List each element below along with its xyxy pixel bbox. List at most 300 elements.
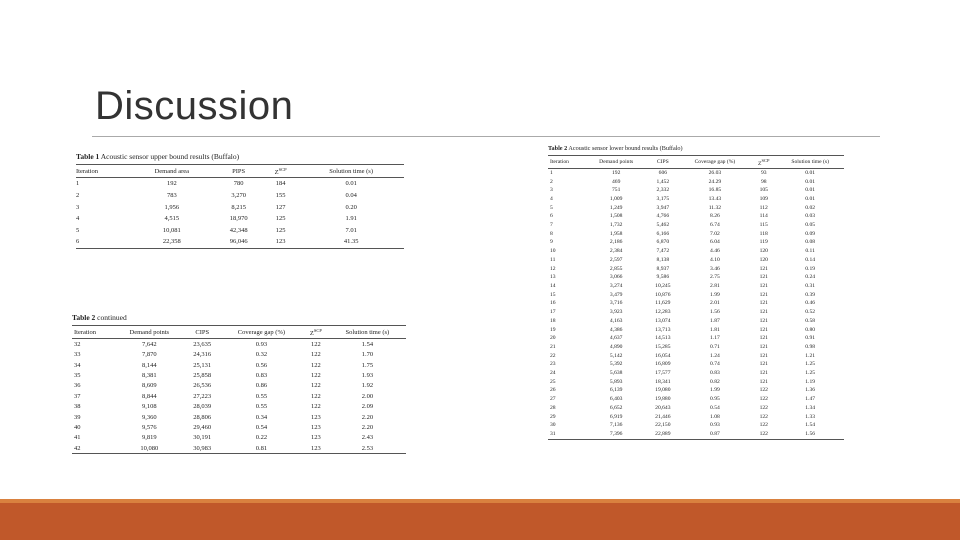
table-cell: 14,513 — [655, 335, 671, 342]
table-cell: 4,386 — [609, 326, 623, 333]
table-cell: 0.03 — [805, 213, 816, 220]
table-cell: 6.04 — [710, 239, 720, 246]
table-row — [548, 308, 844, 317]
table-cell: 1.99 — [710, 387, 720, 394]
table-row — [548, 334, 844, 343]
table-cell: 5,142 — [609, 352, 623, 359]
table-cell: 0.04 — [345, 192, 357, 200]
table-cell: 35 — [74, 372, 81, 380]
table-cell: 1,452 — [656, 178, 670, 185]
table-cell: 112 — [759, 204, 768, 211]
table-cell: 122 — [759, 413, 768, 420]
table-cell: 1 — [550, 169, 553, 176]
table-cell: 1,009 — [609, 195, 623, 202]
header-row — [72, 326, 406, 339]
table-row — [548, 395, 844, 404]
table-cell: 24.29 — [708, 178, 722, 185]
table-cell: 18,970 — [229, 215, 248, 223]
table-cell: 114 — [759, 213, 768, 220]
table-row — [72, 433, 406, 443]
table-cell: 0.39 — [805, 291, 816, 298]
table-cell: 9,360 — [142, 413, 157, 421]
table-cell: 16,054 — [655, 352, 671, 359]
table-cell: 22,889 — [647, 430, 679, 439]
header-row — [548, 156, 844, 169]
table-cell: 5,638 — [609, 370, 623, 377]
table-cell: 0.58 — [805, 317, 816, 324]
table-caption: Table 2 continued — [72, 313, 127, 322]
table-row — [72, 370, 406, 380]
table-row — [548, 369, 844, 378]
table-cell: 606 — [658, 169, 668, 176]
table-cell: 16.85 — [708, 187, 722, 194]
table-cell: 0.19 — [805, 265, 816, 272]
table-cell: 0.54 — [710, 404, 720, 411]
table-cell: 8,609 — [142, 382, 157, 390]
table-cell: 0.01 — [345, 180, 357, 188]
table-cell: 4,163 — [609, 317, 623, 324]
table-row — [548, 256, 844, 265]
table-cell: 6,870 — [656, 239, 670, 246]
table-cell: 5 — [550, 204, 553, 211]
table-cell: 33 — [74, 351, 81, 359]
table-cell: 8,381 — [142, 372, 157, 380]
table-cell: 0.02 — [805, 204, 816, 211]
table-cell: 0.56 — [255, 361, 268, 369]
table-cell: 10,081 — [162, 226, 181, 234]
table-cell: 780 — [233, 180, 244, 188]
table-cell: 2.81 — [710, 283, 720, 289]
column-header: Demand area — [129, 165, 214, 178]
table-cell: 1.08 — [710, 413, 720, 420]
table-cell: 12,283 — [655, 309, 671, 316]
table-cell: 122 — [310, 351, 321, 359]
table-cell: 125 — [275, 226, 286, 234]
column-header: CIPS — [185, 326, 220, 339]
table-cell: 18 — [550, 317, 556, 324]
table-cell: 10,245 — [655, 283, 671, 289]
table-cell: 6 — [76, 236, 129, 248]
table-cell: 28,806 — [193, 413, 212, 421]
table-body — [72, 339, 406, 454]
table-cell: 2.01 — [710, 300, 720, 307]
table-cell: 0.54 — [255, 423, 268, 431]
table-row — [548, 178, 844, 187]
table-cell: 30,983 — [185, 443, 220, 454]
table-cell: 23,635 — [193, 340, 212, 348]
column-header: Iteration — [72, 326, 114, 339]
header-row — [76, 165, 404, 178]
table-cell: 0.24 — [805, 274, 816, 281]
table-cell: 122 — [310, 382, 321, 390]
table-cell: 122 — [759, 404, 768, 411]
column-header: $Z^{SCP}$ — [263, 165, 298, 178]
slide-title: Discussion — [95, 84, 294, 128]
table-cell: 4,890 — [609, 343, 623, 350]
table-cell: 0.93 — [255, 340, 268, 348]
table-cell: 98 — [760, 178, 767, 185]
table-cell: 29 — [550, 413, 556, 420]
column-header: CIPS — [647, 156, 679, 169]
table-cell: 8,844 — [142, 392, 157, 400]
table-cell: 38 — [74, 403, 81, 411]
table-cell: 122 — [310, 361, 321, 369]
table-cell: 1.56 — [710, 309, 720, 316]
table-cell: 1.36 — [805, 387, 816, 394]
table-cell: 121 — [759, 335, 768, 342]
table-cell: 9,586 — [656, 274, 670, 281]
table-cell: 0.86 — [255, 382, 268, 390]
title-rule — [92, 136, 880, 137]
table-cell: 3,947 — [656, 204, 670, 211]
table-cell: 22 — [550, 352, 556, 359]
table-cell: 7,870 — [142, 351, 157, 359]
table-cell: 6,166 — [656, 230, 670, 237]
table-cell: 42,348 — [229, 226, 248, 234]
table-row — [548, 186, 844, 195]
table-cell: 2.20 — [361, 423, 374, 431]
table-cell: 3,716 — [609, 300, 623, 307]
table-row — [548, 386, 844, 395]
table-row — [72, 350, 406, 360]
table-cell: 1.19 — [805, 378, 816, 385]
table-cell: 6.74 — [710, 222, 720, 229]
table-cell: 1.87 — [710, 317, 720, 324]
table-cell: 1.33 — [805, 413, 816, 420]
table-cell: 19 — [550, 326, 556, 333]
table-cell: 0.74 — [710, 361, 720, 368]
table-body — [548, 168, 844, 439]
table-cell: 2,384 — [609, 248, 623, 255]
column-header: $Z^{SCP}$ — [751, 156, 776, 169]
table-cell: 13,074 — [655, 317, 671, 324]
table-cell: 7 — [550, 222, 553, 229]
column-header: Coverage gap (%) — [679, 156, 752, 169]
table-cell: 4,766 — [656, 213, 670, 220]
table-cell: 41.35 — [298, 236, 404, 248]
table-cell: 121 — [759, 300, 768, 307]
table-cell: 0.55 — [255, 392, 268, 400]
table-cell: 30 — [550, 422, 556, 429]
table-cell: 123 — [310, 434, 321, 442]
table-cell: 7,396 — [585, 430, 647, 439]
table-cell: 20 — [550, 335, 556, 342]
table-cell: 2,332 — [656, 187, 670, 194]
table-cell: 1.81 — [710, 326, 720, 333]
table-cell: 3,270 — [231, 192, 246, 200]
table-row — [548, 317, 844, 326]
table-row — [548, 291, 844, 300]
table-lower-bound-continued — [72, 325, 406, 454]
table-cell: 3,274 — [609, 283, 623, 289]
table-cell: 1.93 — [361, 372, 374, 380]
table-lower-bound — [548, 155, 844, 440]
table-row — [76, 201, 404, 213]
table-cell: 30,191 — [193, 434, 212, 442]
table-cell: 8,144 — [142, 361, 157, 369]
table-row — [72, 443, 406, 454]
table-cell: 118 — [759, 230, 768, 237]
table-cell: 155 — [275, 192, 286, 200]
table-cell: 1.47 — [805, 396, 816, 403]
column-header: Coverage gap (%) — [220, 326, 303, 339]
table-cell: 3,923 — [609, 309, 623, 316]
table-cell: 109 — [759, 195, 768, 202]
table-cell: 0.22 — [255, 434, 268, 442]
table-caption: Table 2 Acoustic sensor lower bound results (Buffalo) — [548, 145, 683, 152]
table-cell: 2,597 — [609, 256, 623, 263]
table-cell: 4,637 — [609, 335, 623, 342]
table-row — [548, 273, 844, 282]
table-cell: 3,175 — [656, 195, 670, 202]
table-cell: 19,880 — [655, 396, 671, 403]
table-cell: 2,186 — [609, 239, 623, 246]
table-cell: 7,642 — [142, 340, 157, 348]
table-cell: 1.75 — [361, 361, 374, 369]
table-cell: 7,136 — [609, 422, 623, 429]
table-cell: 9,819 — [142, 434, 157, 442]
table-cell: 0.95 — [710, 396, 720, 403]
table-cell: 0.91 — [805, 335, 816, 342]
table-cell: 121 — [759, 352, 768, 359]
table-cell: 10,876 — [655, 291, 671, 298]
table-cell: 0.98 — [805, 343, 816, 350]
column-header: Solution time (s) — [329, 326, 406, 339]
table-cell: 5 — [76, 226, 80, 234]
table-cell: 0.01 — [805, 178, 816, 185]
footer-bar — [0, 503, 960, 540]
table-head — [548, 156, 844, 169]
table-cell: 3 — [76, 203, 80, 211]
table-cell: 1.92 — [361, 382, 374, 390]
table-cell: 783 — [166, 192, 177, 200]
table-cell: 14 — [550, 283, 556, 289]
table-cell: 22,358 — [129, 236, 214, 248]
table-cell: 4,515 — [164, 215, 180, 223]
table-cell: 9,108 — [142, 403, 157, 411]
table-cell: 12 — [550, 265, 556, 272]
table-row — [548, 343, 844, 352]
table-row — [548, 404, 844, 413]
table-cell: 4 — [76, 215, 80, 223]
table-cell: 5,462 — [656, 222, 670, 229]
table-row — [72, 360, 406, 370]
table-cell: 115 — [759, 222, 768, 229]
table-cell: 105 — [759, 187, 768, 194]
table-cell: 192 — [612, 169, 621, 176]
table-cell: 751 — [612, 187, 621, 194]
table-row — [76, 190, 404, 202]
table-row — [548, 204, 844, 213]
table-cell: 0.08 — [805, 239, 816, 246]
table-cell: 1.24 — [710, 352, 720, 359]
table-cell: 2.75 — [710, 274, 720, 281]
table-cell: 0.20 — [345, 203, 357, 211]
table-cell: 96,046 — [214, 236, 262, 248]
table-cell: 25 — [550, 378, 556, 385]
table-cell: 7,472 — [656, 248, 670, 255]
table-cell: 2.43 — [361, 434, 374, 442]
table-cell: 40 — [74, 423, 81, 431]
table-cell: 2 — [550, 178, 553, 185]
table-cell: 0.83 — [710, 370, 720, 377]
table-cell: 8,138 — [656, 256, 670, 263]
table-2-continued — [72, 313, 406, 454]
table-cell: 25,858 — [193, 372, 212, 380]
table-row — [548, 238, 844, 247]
table-row — [76, 213, 404, 225]
table-cell: 0.05 — [805, 222, 816, 229]
table-cell: 0.01 — [805, 187, 816, 194]
table-cell: 2 — [76, 192, 80, 200]
table-cell: 121 — [759, 265, 768, 272]
table-cell: 0.14 — [805, 256, 816, 263]
table-cell: 1.25 — [805, 370, 816, 377]
table-cell: 122 — [759, 387, 768, 394]
table-cell: 122 — [759, 396, 768, 403]
table-row — [72, 412, 406, 422]
table-cell: 34 — [74, 361, 81, 369]
table-cell: 0.01 — [805, 169, 816, 176]
table-cell: 17,577 — [655, 370, 671, 377]
table-cell: 0.80 — [805, 326, 816, 333]
table-cell: 21,446 — [655, 413, 671, 420]
table-1 — [76, 152, 404, 249]
table-cell: 6,403 — [609, 396, 623, 403]
table-cell: 123 — [310, 413, 321, 421]
table-row — [72, 381, 406, 391]
table-cell: 11 — [550, 256, 556, 263]
table-cell: 122 — [310, 372, 321, 380]
table-cell: 9,576 — [142, 423, 157, 431]
table-cell: 0.11 — [805, 248, 815, 255]
table-cell: 120 — [759, 248, 768, 255]
table-cell: 23 — [550, 361, 556, 368]
table-cell: 0.71 — [710, 343, 720, 350]
table-cell: 121 — [759, 283, 768, 289]
table-cell: 6,139 — [609, 387, 623, 394]
table-cell: 0.31 — [805, 283, 816, 289]
table-row — [76, 178, 404, 190]
table-cell: 1.25 — [805, 361, 816, 368]
table-cell: 2.00 — [361, 392, 374, 400]
table-cell: 0.01 — [805, 195, 816, 202]
table-cell: 3,066 — [609, 274, 623, 281]
table-cell: 121 — [759, 291, 768, 298]
table-cell: 28 — [550, 404, 556, 411]
table-cell: 121 — [759, 343, 768, 350]
table-cell: 192 — [166, 180, 177, 188]
table-head — [76, 165, 404, 178]
table-head — [72, 326, 406, 339]
table-cell: 32 — [74, 340, 81, 348]
table-body — [76, 178, 404, 249]
table-row — [548, 360, 844, 369]
table-cell: 122 — [310, 340, 321, 348]
table-cell: 31 — [548, 430, 585, 439]
column-header: Demand points — [114, 326, 184, 339]
table-row — [548, 168, 844, 177]
table-row — [548, 265, 844, 274]
table-cell: 6,652 — [609, 404, 623, 411]
table-cell: 10,080 — [114, 443, 184, 454]
table-cell: 184 — [275, 180, 286, 188]
table-cell: 16 — [550, 300, 556, 307]
table-cell: 24,316 — [193, 351, 212, 359]
table-cell: 24 — [550, 370, 556, 377]
column-header: PIPS — [214, 165, 262, 178]
table-cell: 3 — [550, 187, 553, 194]
table-cell: 8 — [550, 230, 553, 237]
table-cell: 121 — [759, 326, 768, 333]
table-cell: 6,919 — [609, 413, 623, 420]
table-cell: 5,392 — [609, 361, 623, 368]
table-cell: 122 — [310, 392, 321, 400]
table-row — [548, 299, 844, 308]
table-cell: 15 — [550, 291, 556, 298]
table-cell: 0.93 — [710, 422, 720, 429]
table-cell: 1.54 — [805, 422, 816, 429]
table-cell: 29,460 — [193, 423, 212, 431]
table-row — [548, 430, 844, 439]
table-row — [72, 402, 406, 412]
table-cell: 0.55 — [255, 403, 268, 411]
table-row — [72, 339, 406, 350]
table-row — [548, 221, 844, 230]
column-header: Solution time (s) — [776, 156, 844, 169]
table-cell: 93 — [760, 169, 767, 176]
table-cell: 1,508 — [609, 213, 623, 220]
table-cell: 27,223 — [193, 392, 212, 400]
column-header: Iteration — [76, 165, 129, 178]
column-header: Demand points — [585, 156, 647, 169]
table-cell: 2.20 — [361, 413, 374, 421]
table-cell: 13 — [550, 274, 556, 281]
table-cell: 26.03 — [708, 169, 722, 176]
table-cell: 121 — [759, 378, 768, 385]
table-cell: 36 — [74, 382, 81, 390]
table-row — [548, 421, 844, 430]
table-cell: 1.17 — [710, 335, 720, 342]
table-row — [548, 247, 844, 256]
table-cell: 2.09 — [361, 403, 374, 411]
table-cell: 1.54 — [361, 340, 374, 348]
table-cell: 1.70 — [361, 351, 374, 359]
table-row — [76, 225, 404, 237]
table-cell: 16,809 — [655, 361, 671, 368]
table-cell: 123 — [303, 443, 329, 454]
table-cell: 37 — [74, 392, 81, 400]
table-cell: 2,855 — [609, 265, 623, 272]
table-cell: 1.91 — [345, 215, 357, 223]
table-cell: 0.52 — [805, 309, 816, 316]
column-header: Iteration — [548, 156, 585, 169]
table-cell: 27 — [550, 396, 556, 403]
table-row — [548, 352, 844, 361]
table-row — [548, 212, 844, 221]
table-cell: 13.43 — [708, 195, 722, 202]
table-cell: 10 — [550, 248, 556, 255]
table-cell: 119 — [759, 239, 768, 246]
table-caption: Table 1 Acoustic sensor upper bound results (Buffalo) — [76, 152, 240, 161]
table-cell: 7.02 — [710, 230, 720, 237]
table-cell: 4.46 — [710, 248, 720, 255]
table-cell: 127 — [275, 203, 286, 211]
table-cell: 1.21 — [805, 352, 816, 359]
table-row — [548, 326, 844, 335]
table-cell: 41 — [74, 434, 81, 442]
table-cell: 21 — [550, 343, 556, 350]
